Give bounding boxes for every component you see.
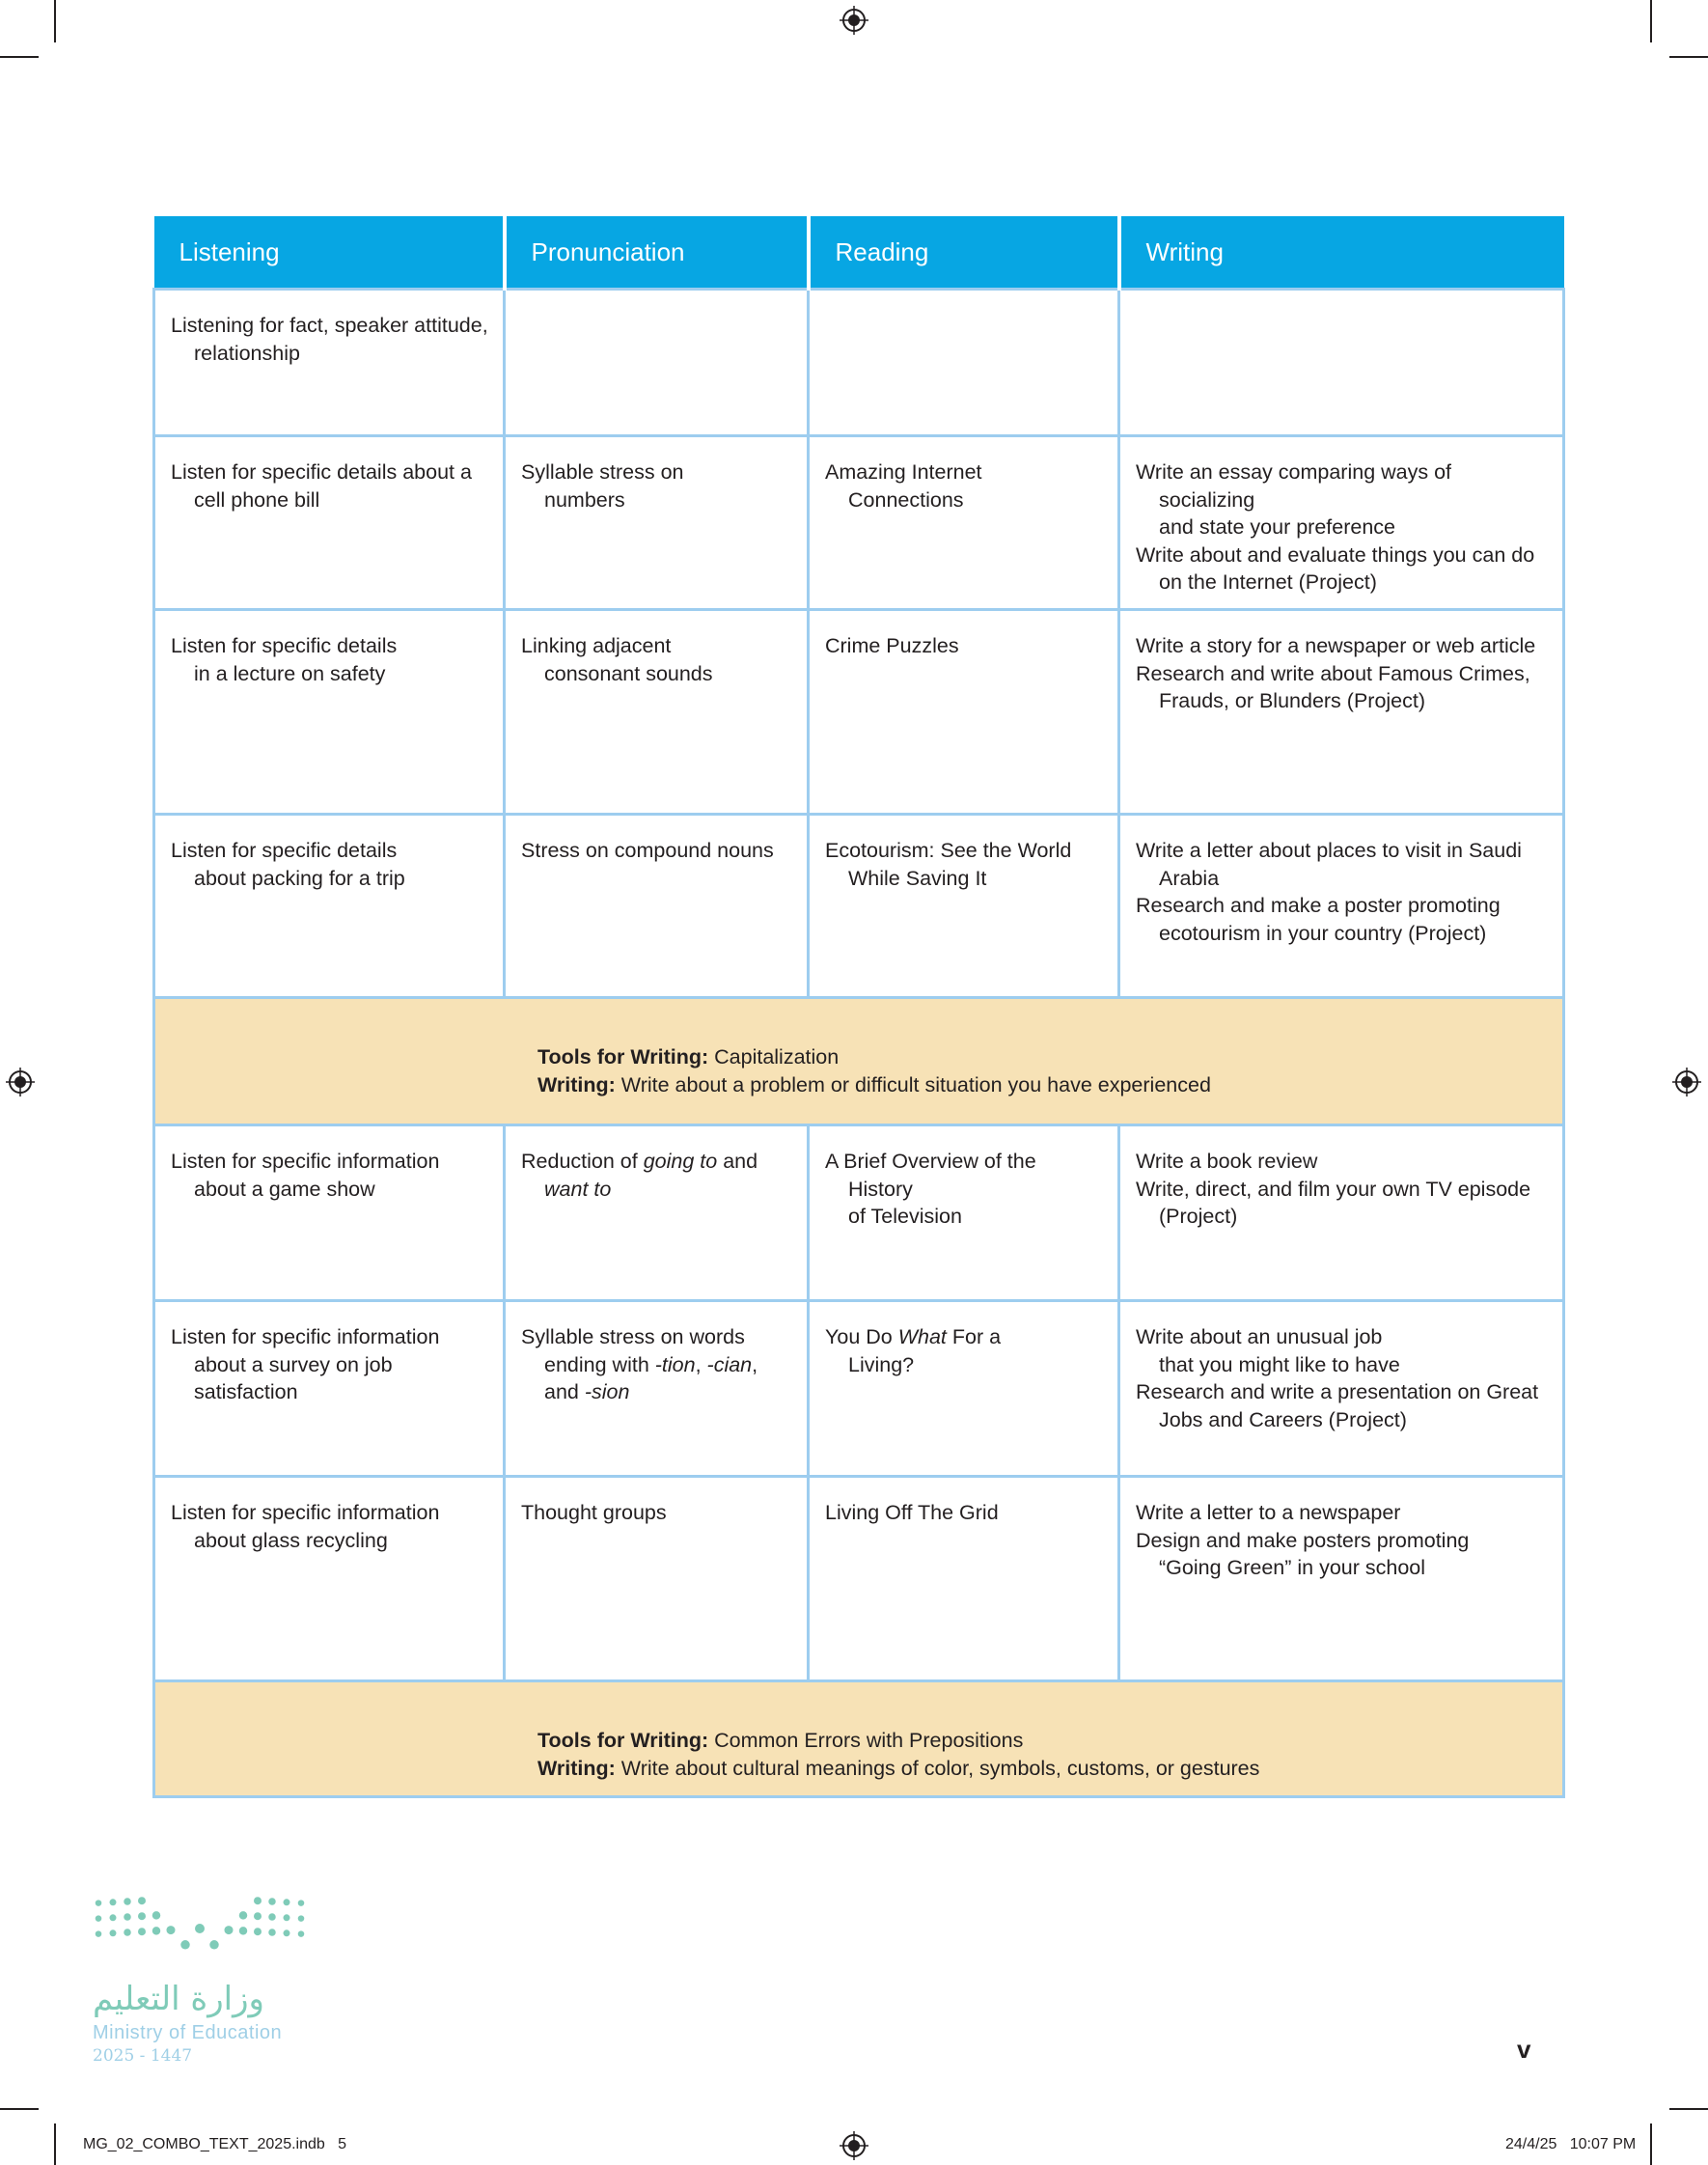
cell-pronunciation — [505, 815, 809, 998]
cell-entry: Thought groups — [521, 1501, 667, 1524]
cell-entry: Ecotourism: See the World While Saving It — [825, 839, 1072, 890]
cell-entry: Linking adjacent consonant sounds — [521, 634, 713, 685]
logo-dot — [225, 1926, 234, 1934]
cell-listening — [154, 290, 505, 436]
cell-entry: Listen for specific details about a cell phone bill — [171, 460, 472, 512]
cell-entry: Listen for specific information about a survey on job satisfaction — [171, 1325, 440, 1403]
cell-entry: Amazing Internet Connections — [825, 460, 982, 512]
registration-mark-icon — [6, 1068, 35, 1096]
registration-mark-icon — [1672, 1068, 1701, 1096]
cell-listening — [154, 436, 505, 610]
cell-entry: Syllable stress on numbers — [521, 460, 684, 512]
table-row — [154, 610, 1564, 815]
cell-listening — [154, 1301, 505, 1477]
header-pronunciation: Pronunciation — [505, 216, 809, 290]
logo-dot — [96, 1930, 102, 1937]
cell-writing — [1119, 1301, 1564, 1477]
logo-dot — [284, 1929, 290, 1936]
writing-text: Write about a problem or difficult situation you have experienced — [615, 1072, 1211, 1096]
logo-dot — [209, 1940, 219, 1950]
tools-band-row — [154, 1681, 1564, 1797]
logo-dot — [254, 1897, 262, 1904]
logo-dot — [167, 1926, 176, 1934]
cell-pronunciation — [505, 1477, 809, 1681]
cell-entry: Listen for specific details in a lecture on safety — [171, 634, 398, 685]
crop-mark — [0, 56, 39, 58]
logo-dot — [152, 1911, 161, 1920]
cell-pronunciation — [505, 290, 809, 436]
crop-mark — [1669, 2108, 1708, 2110]
logo-dot — [96, 1915, 102, 1922]
tools-band — [154, 998, 1564, 1125]
cell-entry: Write, direct, and film your own TV episode (Project) — [1136, 1177, 1531, 1228]
logo-dot — [284, 1899, 290, 1905]
crop-mark — [54, 0, 56, 42]
cell-listening — [154, 1477, 505, 1681]
cell-entry: Research and write a presentation on Great Jobs and Careers (Project) — [1136, 1380, 1539, 1431]
table-row — [154, 1301, 1564, 1477]
cell-reading — [809, 610, 1119, 815]
logo-dot — [298, 1900, 305, 1906]
cell-entry: A Brief Overview of the History of Television — [825, 1150, 1036, 1228]
cell-listening — [154, 610, 505, 815]
header-listening: Listening — [154, 216, 505, 290]
cell-writing — [1119, 610, 1564, 815]
logo-dot — [110, 1914, 117, 1921]
cell-entry: Listening for fact, speaker attitude, relationship — [171, 314, 488, 365]
cell-entry: Write a letter about places to visit in Saudi Arabia — [1136, 839, 1522, 890]
tools-label: Tools for Writing: — [537, 1045, 709, 1069]
cell-entry: Crime Puzzles — [825, 634, 959, 657]
cell-writing — [1119, 1477, 1564, 1681]
cell-entry: Research and write about Famous Crimes, Frauds, or Blunders (Project) — [1136, 661, 1530, 712]
logo-dot — [254, 1928, 262, 1935]
registration-mark-icon — [840, 6, 868, 35]
logo-english: Ministry of Education — [93, 2022, 283, 2043]
cell-pronunciation — [505, 610, 809, 815]
cell-reading — [809, 1477, 1119, 1681]
cell-entry: Living Off The Grid — [825, 1501, 999, 1524]
cell-entry: Write an essay comparing ways of socializing and state your preference — [1136, 460, 1452, 539]
logo-dot — [268, 1929, 276, 1936]
cell-entry: Listen for specific information about glass recycling — [171, 1501, 440, 1552]
cell-entry: Stress on compound nouns — [521, 839, 774, 862]
cell-reading — [809, 815, 1119, 998]
cell-pronunciation — [505, 1301, 809, 1477]
logo-dot — [152, 1927, 161, 1935]
crop-mark — [1669, 56, 1708, 58]
tools-label: Tools for Writing: — [537, 1729, 709, 1752]
tools-band — [154, 1681, 1564, 1797]
logo-dot — [138, 1897, 146, 1904]
cell-entry: Listen for specific details about packing for a trip — [171, 839, 405, 890]
logo-dot — [180, 1940, 190, 1950]
cell-entry: Write a story for a newspaper or web article — [1136, 634, 1536, 657]
cell-pronunciation — [505, 1125, 809, 1301]
logo-dot — [124, 1929, 131, 1936]
cell-reading — [809, 1301, 1119, 1477]
tools-text: Common Errors with Prepositions — [708, 1729, 1024, 1752]
logo-dot — [138, 1928, 146, 1935]
cell-reading — [809, 290, 1119, 436]
header-writing: Writing — [1119, 216, 1564, 290]
cell-entry: Write a letter to a newspaper — [1136, 1501, 1401, 1524]
cell-reading — [809, 436, 1119, 610]
table-row — [154, 436, 1564, 610]
crop-mark — [0, 2108, 39, 2110]
table-row — [154, 1477, 1564, 1681]
logo-dot — [268, 1913, 276, 1921]
logo-dots-icon — [93, 1892, 324, 1969]
logo-dot — [96, 1900, 102, 1906]
registration-mark-icon — [840, 2131, 868, 2160]
cell-entry: Listen for specific information about a game show — [171, 1150, 440, 1201]
logo-dot — [298, 1915, 305, 1922]
cell-entry: Write a book review — [1136, 1150, 1318, 1173]
logo-arabic: وزارة التعليم — [93, 1980, 264, 2018]
cell-entry: Design and make posters promoting “Going Green” in your school — [1136, 1528, 1470, 1579]
writing-label: Writing: — [537, 1072, 616, 1096]
cell-listening — [154, 815, 505, 998]
logo-dot — [298, 1930, 305, 1937]
cell-entry: You Do What For a Living? — [825, 1325, 1002, 1376]
writing-label: Writing: — [537, 1756, 616, 1780]
cell-pronunciation — [505, 436, 809, 610]
cell-entry: Write about an unusual job that you might like to have — [1136, 1325, 1400, 1376]
logo-dot — [195, 1924, 205, 1933]
ministry-logo — [93, 1892, 324, 2085]
cell-writing — [1119, 815, 1564, 998]
logo-dot — [254, 1912, 262, 1920]
logo-dot — [284, 1914, 290, 1921]
logo-dot — [239, 1911, 248, 1920]
cell-entry: Reduction of going to and want to — [521, 1150, 758, 1201]
slug-date: 24/4/25 10:07 PM — [1505, 2136, 1637, 2152]
cell-writing — [1119, 290, 1564, 436]
table-row — [154, 290, 1564, 436]
tools-text: Capitalization — [708, 1045, 840, 1069]
table-header-row — [154, 216, 1564, 290]
page-number: v — [1517, 2035, 1531, 2064]
logo-dot — [110, 1899, 117, 1905]
crop-mark — [1650, 2123, 1652, 2165]
crop-mark — [54, 2123, 56, 2165]
writing-text: Write about cultural meanings of color, symbols, customs, or gestures — [615, 1756, 1260, 1780]
logo-dot — [138, 1912, 146, 1920]
logo-dot — [239, 1927, 248, 1935]
logo-year: 2025 - 1447 — [93, 2046, 193, 2066]
cell-entry: Write about and evaluate things you can do on the Internet (Project) — [1136, 542, 1535, 594]
logo-dot — [124, 1898, 131, 1905]
cell-entry: Syllable stress on words ending with -tion, -cian, and -sion — [521, 1325, 758, 1403]
crop-mark — [1650, 0, 1652, 42]
cell-writing — [1119, 436, 1564, 610]
cell-entry: Research and make a poster promoting ecotourism in your country (Project) — [1136, 894, 1501, 945]
logo-dot — [110, 1929, 117, 1936]
tools-band-row — [154, 998, 1564, 1125]
syllabus-table — [152, 216, 1565, 1798]
slug-filename: MG_02_COMBO_TEXT_2025.indb 5 — [83, 2136, 347, 2152]
logo-dot — [268, 1898, 276, 1905]
table-row — [154, 1125, 1564, 1301]
cell-writing — [1119, 1125, 1564, 1301]
cell-listening — [154, 1125, 505, 1301]
logo-dot — [124, 1913, 131, 1921]
cell-reading — [809, 1125, 1119, 1301]
table-row — [154, 815, 1564, 998]
table-body — [154, 290, 1564, 1797]
header-reading: Reading — [809, 216, 1119, 290]
